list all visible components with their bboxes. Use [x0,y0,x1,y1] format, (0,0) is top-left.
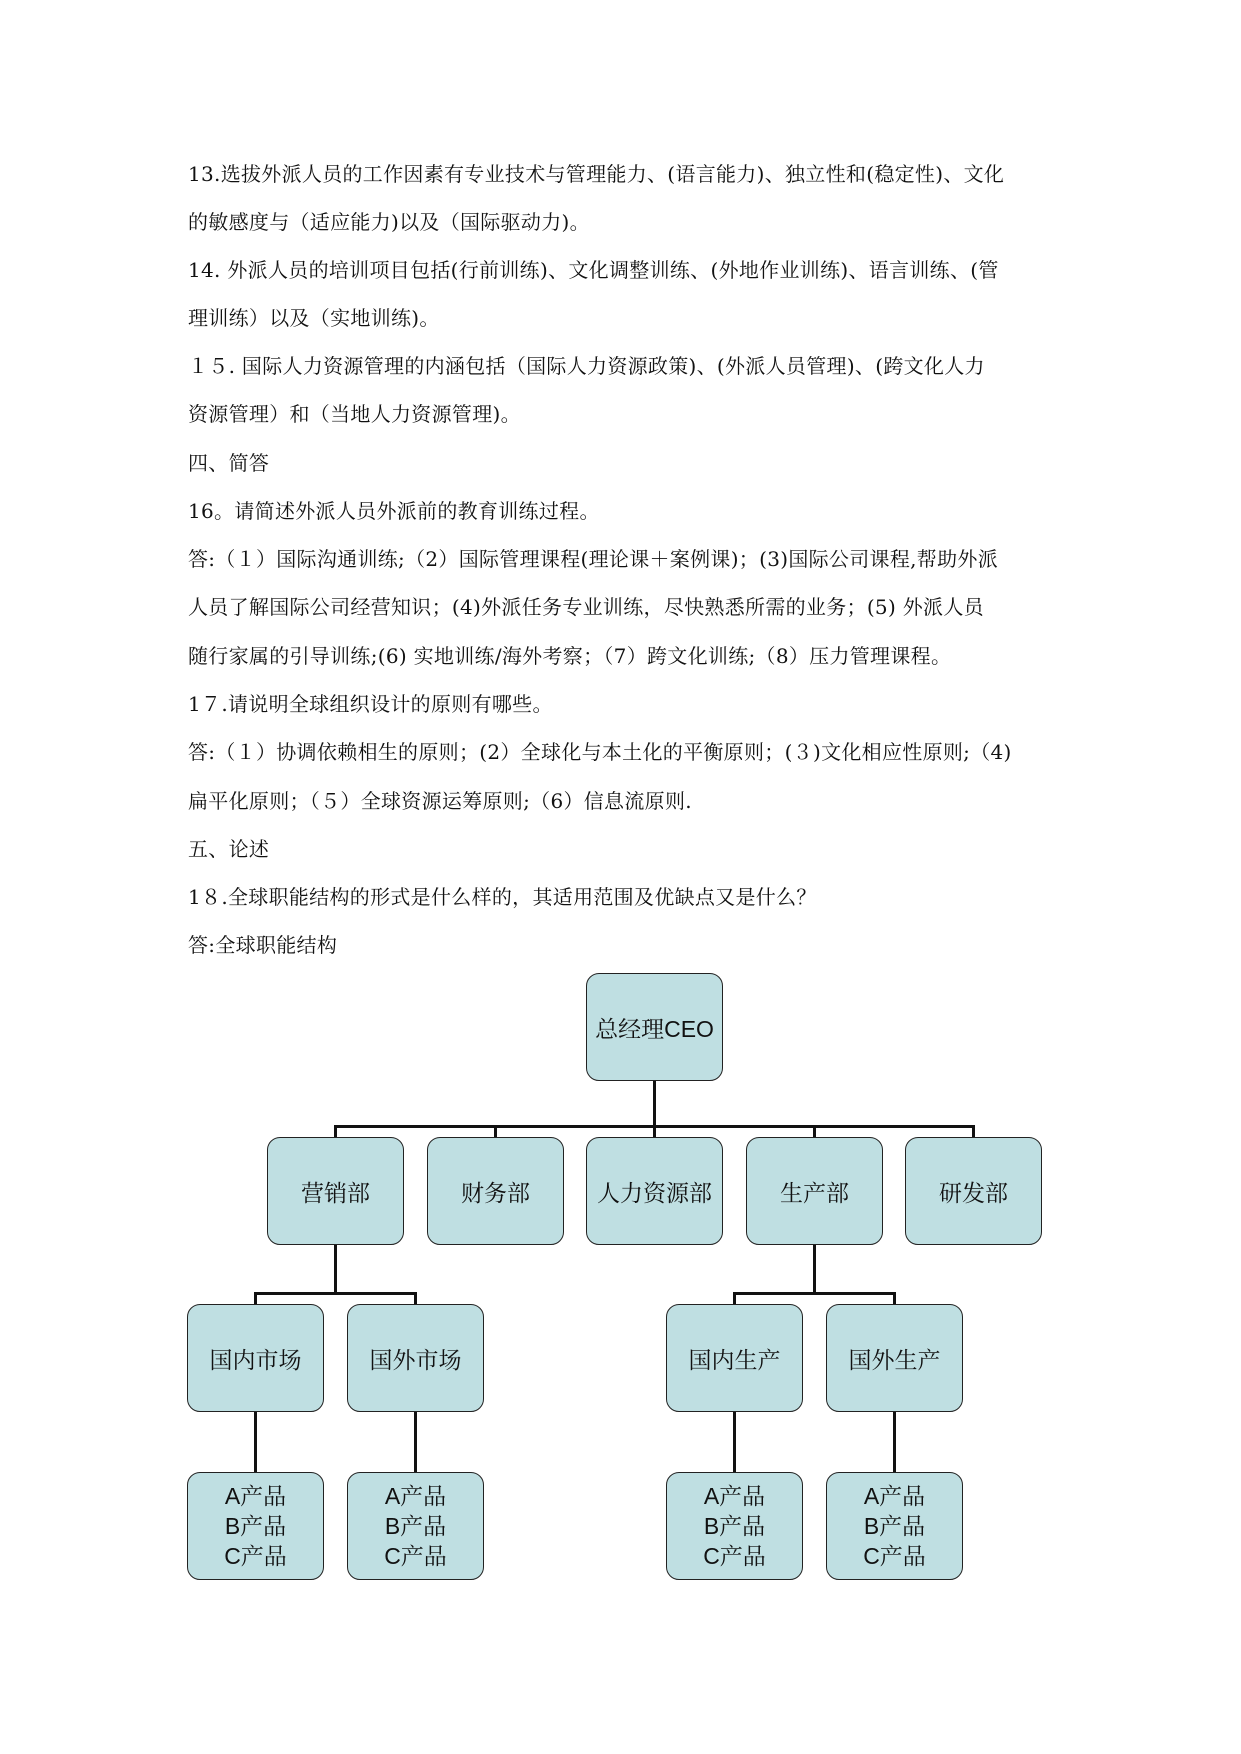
text-line-4: 理训练）以及（实地训练)。 [188,306,440,330]
org-node-hr: 人力资源部 [586,1137,723,1245]
org-node-foreign-market: 国外市场 [347,1304,484,1412]
product-c: C产品 [224,1543,287,1569]
product-a: A产品 [224,1483,287,1509]
org-node-production: 生产部 [746,1137,883,1245]
text-line-1: 13.选拔外派人员的工作因素有专业技术与管理能力、(语言能力)、独立性和(稳定性)、文化 [188,162,1005,186]
connector-to-production [813,1125,816,1137]
answer-17-line-2: 扁平化原则；（５）全球资源运筹原则;（6）信息流原则. [188,789,692,813]
connector-to-domestic-market [254,1292,257,1304]
product-a: A产品 [703,1483,766,1509]
question-17: 1７.请说明全球组织设计的原则有哪些。 [188,692,553,716]
product-a: A产品 [863,1483,926,1509]
org-node-finance: 财务部 [427,1137,564,1245]
product-a: A产品 [384,1483,447,1509]
connector-production-bar [733,1292,895,1295]
section-heading-short-answer: 四、简答 [188,451,270,475]
text-line-3: 14. 外派人员的培训项目包括(行前训练)、文化调整训练、(外地作业训练)、语言训练、(管 [188,258,999,282]
question-18: 1８.全球职能结构的形式是什么样的，其适用范围及优缺点又是什么？ [188,885,817,909]
product-b: B产品 [384,1513,447,1539]
product-c: C产品 [703,1543,766,1569]
org-node-domestic-production: 国内生产 [666,1304,803,1412]
answer-16-line-2: 人员了解国际公司经营知识；(4)外派任务专业训练，尽快熟悉所需的业务；(5) 外派人员 [188,595,984,619]
org-node-rnd: 研发部 [905,1137,1042,1245]
product-b: B产品 [863,1513,926,1539]
connector-to-foreign-market [414,1292,417,1304]
connector-market-bar [254,1292,416,1295]
section-heading-essay: 五、论述 [188,837,270,861]
org-node-domestic-market: 国内市场 [187,1304,324,1412]
text-line-2: 的敏感度与（适应能力)以及（国际驱动力)。 [188,210,590,234]
product-b: B产品 [224,1513,287,1539]
connector-foreign-production-products [893,1412,896,1472]
org-node-products-domestic-production [666,1472,803,1580]
connector-domestic-market-products [254,1412,257,1472]
connector-to-finance [494,1125,497,1137]
org-node-ceo: 总经理CEO [586,973,723,1081]
answer-18-intro: 答:全球职能结构 [188,933,338,957]
text-line-5: １５. 国际人力资源管理的内涵包括（国际人力资源政策)、(外派人员管理)、(跨文化人力 [188,354,985,378]
org-node-products-foreign-market [347,1472,484,1580]
connector-marketing-down [334,1245,337,1293]
connector-to-rnd [972,1125,975,1137]
connector-production-down [813,1245,816,1293]
connector-ceo-down [653,1081,656,1126]
text-line-6: 资源管理）和（当地人力资源管理)。 [188,402,521,426]
product-b: B产品 [703,1513,766,1539]
connector-foreign-market-products [414,1412,417,1472]
connector-to-domestic-production [733,1292,736,1304]
answer-17-line-1: 答:（１）协调依赖相生的原则；(2）全球化与本土化的平衡原则；(３)文化相应性原则;（4) [188,740,1012,764]
product-c: C产品 [863,1543,926,1569]
answer-16-line-1: 答:（１）国际沟通训练;（2）国际管理课程(理论课＋案例课)；(3)国际公司课程,帮助外派 [188,547,998,571]
org-node-foreign-production: 国外生产 [826,1304,963,1412]
org-node-marketing: 营销部 [267,1137,404,1245]
connector-to-marketing [334,1125,337,1137]
question-16: 16。请简述外派人员外派前的教育训练过程。 [188,499,600,523]
org-node-products-foreign-production [826,1472,963,1580]
connector-to-foreign-production [893,1292,896,1304]
connector-to-hr [653,1125,656,1137]
product-c: C产品 [384,1543,447,1569]
connector-domestic-production-products [733,1412,736,1472]
answer-16-line-3: 随行家属的引导训练;(6) 实地训练/海外考察；（7）跨文化训练;（8）压力管理课程。 [188,644,952,668]
org-node-products-domestic-market [187,1472,324,1580]
